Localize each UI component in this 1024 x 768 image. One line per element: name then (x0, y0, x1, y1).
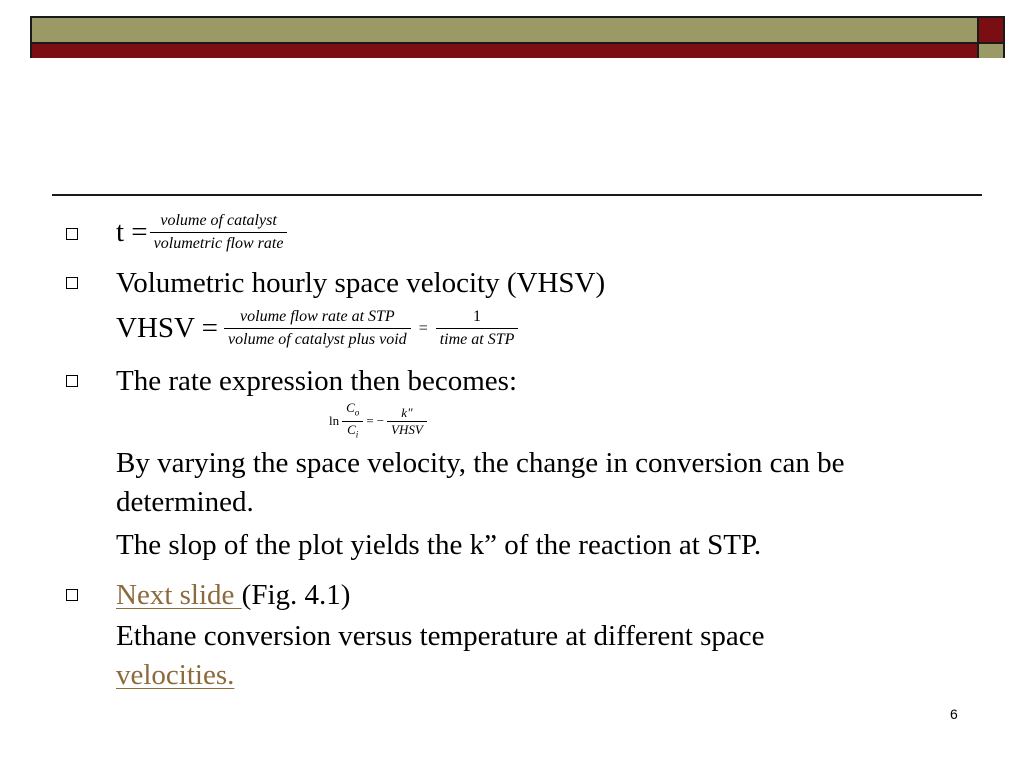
header-corner-stripe (979, 42, 1003, 58)
bullet-icon (66, 228, 78, 240)
equation-lhs: VHSV = (116, 312, 219, 344)
equation-residence-time (116, 210, 287, 255)
equals-sign: = (366, 413, 374, 429)
ln-operator: ln (329, 413, 340, 429)
fraction-numerator (342, 400, 363, 421)
fraction (436, 306, 519, 351)
minus-sign: − (376, 413, 385, 429)
fraction-denominator (343, 422, 362, 443)
fraction-numerator: k" (401, 404, 413, 420)
variable-c: C (346, 400, 355, 415)
equation-rate-expression (326, 400, 427, 442)
next-slide-link[interactable]: Next slide (116, 579, 242, 611)
subscript-i: i (355, 429, 359, 440)
paragraph-line: The slop of the plot yields the k” of the reaction at STP. (116, 529, 762, 561)
equation-lhs: t = (116, 216, 148, 248)
figure-reference: (Fig. 4.1) (241, 579, 351, 611)
header-band-stripe (32, 42, 977, 58)
paragraph-line: By varying the space velocity, the change in conversion can be (116, 447, 845, 479)
bullet-text-rate-expression: The rate expression then becomes: (116, 365, 518, 397)
fraction-numerator: volume flow rate at STP (240, 308, 395, 325)
bullet-text-vhsv: Volumetric hourly space velocity (VHSV) (116, 267, 606, 299)
equation-vhsv (116, 306, 518, 351)
title-divider (52, 194, 982, 196)
equals-sign: = (418, 319, 428, 337)
fraction-denominator: volume of catalyst plus void (228, 331, 407, 348)
velocities-link[interactable]: velocities. (116, 659, 235, 691)
fraction-numerator: 1 (473, 308, 482, 325)
bullet-text-next-slide (116, 576, 350, 614)
bullet-icon (66, 277, 78, 289)
fraction (150, 210, 288, 255)
fraction-denominator: volumetric flow rate (153, 235, 284, 252)
fraction-denominator: time at STP (439, 331, 515, 348)
fraction-denominator: VHSV (391, 421, 423, 437)
paragraph-line: determined. (116, 486, 254, 518)
bullet-icon (66, 589, 78, 601)
fraction (342, 400, 363, 442)
paragraph-line (116, 656, 234, 694)
variable-c: C (347, 421, 356, 437)
fraction (224, 306, 411, 351)
header-band-corner (977, 16, 1005, 58)
page-number: 6 (950, 706, 958, 722)
header-band (30, 16, 977, 58)
bullet-icon (66, 375, 78, 387)
subscript-o: o (354, 407, 360, 418)
paragraph-line: Ethane conversion versus temperature at different space (116, 620, 765, 652)
fraction (387, 405, 427, 438)
fraction-numerator: volume of catalyst (160, 212, 277, 229)
